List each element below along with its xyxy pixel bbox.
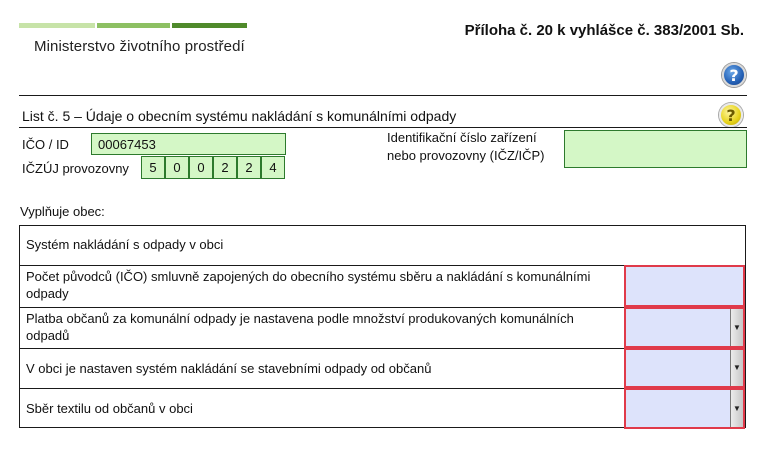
facility-label-line-1: Identifikační číslo zařízení [387, 130, 537, 145]
sheet-help-question-icon[interactable]: ? [719, 103, 743, 127]
sheet-title: List č. 5 – Údaje o obecním systému nakládání s komunálními odpady [22, 108, 457, 124]
row-label-construction-waste: V obci je nastaven systém nakládání se stavebními odpady od občanů [26, 361, 432, 376]
waste-system-table [19, 225, 746, 428]
dropdown-button[interactable] [730, 390, 743, 427]
row-label-payment-by-quantity: Platba občanů za komunální odpady je nastavena podle množství produkovaných komunálních odpadů [26, 311, 574, 343]
dropdown-button[interactable] [730, 350, 743, 386]
table-row [20, 388, 745, 428]
facility-id-label [387, 129, 545, 165]
construction-waste-select[interactable] [624, 348, 745, 388]
ministry-name: Ministerstvo životního prostředí [34, 38, 245, 55]
iczuj-digit-3[interactable]: 0 [189, 156, 213, 179]
fill-by-municipality-label: Vyplňuje obec: [20, 204, 105, 219]
iczuj-digit-2[interactable]: 0 [165, 156, 189, 179]
payment-by-quantity-select[interactable] [624, 307, 745, 348]
table-header: Systém nakládání s odpady v obci [26, 237, 224, 252]
annex-title: Příloha č. 20 k vyhlášce č. 383/2001 Sb. [464, 22, 744, 39]
iczuj-digit-5[interactable]: 2 [237, 156, 261, 179]
logo-bar-dark [172, 23, 247, 28]
iczuj-digit-1[interactable]: 5 [141, 156, 165, 179]
header-divider [19, 95, 747, 96]
dropdown-arrow-icon: ▼ [733, 322, 741, 332]
table-row [20, 265, 745, 307]
iczuj-digit-6[interactable]: 4 [261, 156, 285, 179]
logo-bar-light [19, 23, 95, 28]
ico-label: IČO / ID [22, 137, 69, 152]
iczuj-label: IČZÚJ provozovny [22, 161, 129, 176]
sheet-title-divider [19, 127, 747, 128]
row-label-textile-collection: Sběr textilu od občanů v obci [26, 401, 193, 416]
textile-collection-select[interactable] [624, 388, 745, 429]
table-row [20, 307, 745, 348]
help-question-icon[interactable]: ? [722, 63, 746, 87]
dropdown-arrow-icon: ▼ [733, 363, 741, 372]
producers-count-input[interactable] [624, 265, 745, 307]
iczuj-digit-4[interactable]: 2 [213, 156, 237, 179]
dropdown-button[interactable] [730, 309, 743, 346]
facility-id-input[interactable] [564, 130, 747, 168]
row-label-producers-count: Počet původců (IČO) smluvně zapojených do obecního systému sběru a nakládání s komunálními odpady [26, 269, 591, 301]
facility-label-line-2: nebo provozovny (IČZ/IČP) [387, 148, 545, 163]
logo-bar-medium [97, 23, 170, 28]
table-row [20, 348, 745, 388]
ico-input[interactable]: 00067453 [91, 133, 286, 155]
dropdown-arrow-icon: ▼ [733, 403, 741, 413]
